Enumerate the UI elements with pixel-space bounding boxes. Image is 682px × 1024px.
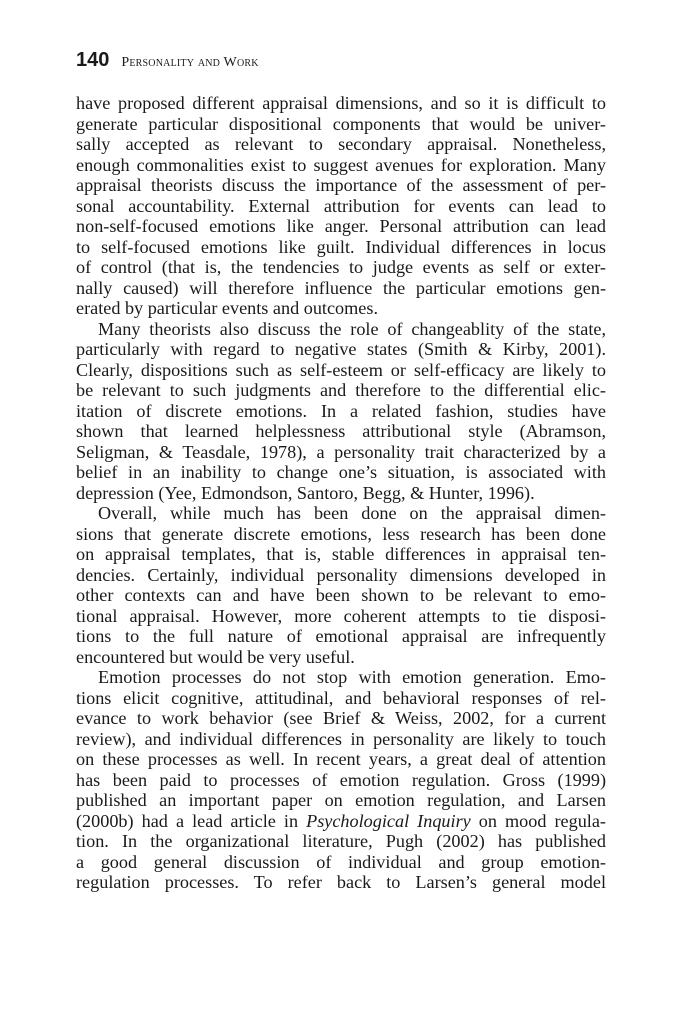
text-line: itation of discrete emotions. In a related fashion, studies have [76,400,606,421]
text-segment: on mood regula- [470,810,606,831]
text-line: tion. In the organizational literature, Pugh (2002) has published [76,831,606,851]
text-line: Many theorists also discuss the role of changeablity of the state, [98,318,606,339]
text-line: belief in an inability to change one’s situation, is associated with [76,462,606,482]
text-line: Seligman, & Teasdale, 1978), a personality trait characterized by a [76,441,606,462]
text-line: on these processes as well. In recent years, a great deal of attention [76,749,606,769]
text-line: sions that generate discrete emotions, less research has been done [76,523,606,544]
text-line: to self-focused emotions like guilt. Individual differences in locus [76,236,606,257]
text-line: non-self-focused emotions like anger. Personal attribution can lead [76,216,606,236]
text-line: shown that learned helplessness attributional style (Abramson, [76,421,606,441]
text-line: other contexts can and have been shown to be relevant to emo- [76,585,606,605]
text-line: sonal accountability. External attribution for events can lead to [76,195,606,216]
text-line: of control (that is, the tendencies to judge events as self or exter- [76,257,606,277]
text-line: Overall, while much has been done on the appraisal dimen- [98,503,606,523]
text-line: erated by particular events and outcomes. [76,298,378,318]
body-text [76,93,606,893]
text-line: regulation processes. To refer back to Larsen’s general model [76,872,606,892]
text-line: sally accepted as relevant to secondary appraisal. Nonetheless, [76,134,606,154]
journal-title: Psychological Inquiry [306,810,471,831]
text-line: has been paid to processes of emotion regulation. Gross (1999) [76,769,606,790]
text-line: depression (Yee, Edmondson, Santoro, Begg, & Hunter, 1996). [76,482,535,503]
text-line: enough commonalities exist to suggest avenues for exploration. Many [76,154,606,175]
text-line: tions to the full nature of emotional appraisal are infrequently [76,626,606,646]
text-line: a good general discussion of individual and group emotion- [76,851,606,872]
text-line: generate particular dispositional components that would be univer- [76,113,606,134]
running-head-title: Personality and Work [121,55,259,70]
text-line: encountered but would be very useful. [76,646,355,667]
text-line: nally caused) will therefore influence the particular emotions gen- [76,277,606,298]
text-line: dencies. Certainly, individual personality dimensions developed in [76,564,606,585]
text-line: on appraisal templates, that is, stable differences in appraisal ten- [76,544,606,564]
text-line: have proposed different appraisal dimensions, and so it is difficult to [76,93,606,113]
text-line: review), and individual differences in personality are likely to touch [76,728,606,749]
text-line: particularly with regard to negative states (Smith & Kirby, 2001). [76,339,606,359]
page-number: 140 [76,49,110,71]
text-line [76,811,606,832]
text-line: tional appraisal. However, more coherent attempts to tie disposi- [76,605,606,626]
running-header [76,49,259,72]
text-segment: (2000b) had a lead article in [76,810,307,831]
text-line: Emotion processes do not stop with emotion generation. Emo- [98,667,606,687]
text-line: be relevant to such judgments and therefore to the differential elic- [76,380,606,400]
text-line: Clearly, dispositions such as self-esteem or self-efficacy are likely to [76,359,606,380]
text-line: appraisal theorists discuss the importance of the assessment of per- [76,175,606,195]
text-line: evance to work behavior (see Brief & Weiss, 2002, for a current [76,708,606,728]
text-line: published an important paper on emotion regulation, and Larsen [76,790,606,810]
text-line: tions elicit cognitive, attitudinal, and behavioral responses of rel- [76,687,606,708]
